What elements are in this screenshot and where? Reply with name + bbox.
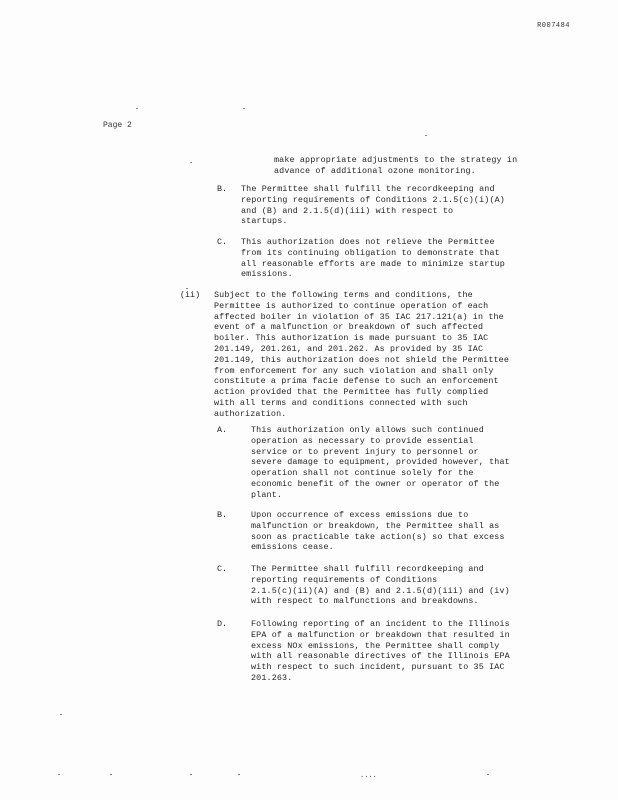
scan-speck <box>58 774 60 775</box>
subitem-letter-b: B. <box>217 510 228 520</box>
item-letter-c: C. <box>217 237 228 247</box>
subitem-letter-c: C. <box>217 564 228 574</box>
scan-speck <box>487 774 489 775</box>
item-letter-b: B. <box>217 184 228 194</box>
page-label: Page 2 <box>103 121 132 130</box>
section-number-ii: (ii) <box>180 290 201 300</box>
subitem-d-paragraph: Following reporting of an incident to the Illinois EPA of a malfunction or breakdown that resulted in excess NOx emissions, the Permittee shall comply with all reasonable directives of the Illinois EPA with respect to such incident, pursuant to 35 IAC 201.263. <box>251 619 510 683</box>
scan-speck <box>60 714 62 715</box>
item-b-paragraph: The Permittee shall fulfill the recordkeeping and reporting requirements of Conditions 2.1.5(c)(i)(A) and (B) and 2.1.5(d)(iii) with respect to startups. <box>241 184 505 227</box>
scan-speck <box>190 774 192 775</box>
footer-marker: .... <box>360 772 377 780</box>
section-ii-paragraph: Subject to the following terms and conditions, the Permittee is authorized to continue operation of each affected boiler in violation of 35 IAC 217.121(a) in the event of a malfunction or breakdown of such affected boiler. This authorization is made pursuant to 35 IAC 201.149, 201.261, and 201.262. As provided by 35 IAC 201.149, this authorization does not shield the Permittee from enforcement for any such violation and shall only constitute a prima facie defense to such an enforcement action provided that the Permittee has fully complied with all terms and conditions connected with such authorization. <box>214 290 510 419</box>
subitem-letter-a: A. <box>217 425 228 435</box>
scan-speck <box>243 108 245 109</box>
subitem-b-paragraph: Upon occurrence of excess emissions due to malfunction or breakdown, the Permittee shall as soon as practicable take action(s) so that excess emissions cease. <box>251 510 505 553</box>
scan-speck <box>425 135 427 136</box>
item-c-paragraph: This authorization does not relieve the Permittee from its continuing obligation to demonstrate that all reasonable efforts are made to minimize startup emissions. <box>241 237 505 280</box>
scan-speck <box>136 108 138 109</box>
scan-speck <box>190 162 192 163</box>
subitem-letter-d: D. <box>217 619 228 629</box>
scan-speck <box>186 288 188 289</box>
continuation-paragraph: make appropriate adjustments to the strategy in advance of additional ozone monitoring. <box>274 155 518 176</box>
subitem-c-paragraph: The Permittee shall fulfill recordkeeping and reporting requirements of Conditions 2.1.5(c)(ii)(A) and (B) and 2.1.5(d)(iii) and (iv) with respect to malfunctions and breakdowns. <box>251 564 510 607</box>
scan-speck <box>110 774 112 775</box>
subitem-a-paragraph: This authorization only allows such continued operation as necessary to provide essential service or to prevent injury to personnel or severe damage to equipment, provided however, that operation shall not continue solely for the economic benefit of the owner or operator of the plant. <box>251 425 510 500</box>
scan-speck <box>238 774 240 775</box>
bates-number: R007484 <box>537 22 570 30</box>
